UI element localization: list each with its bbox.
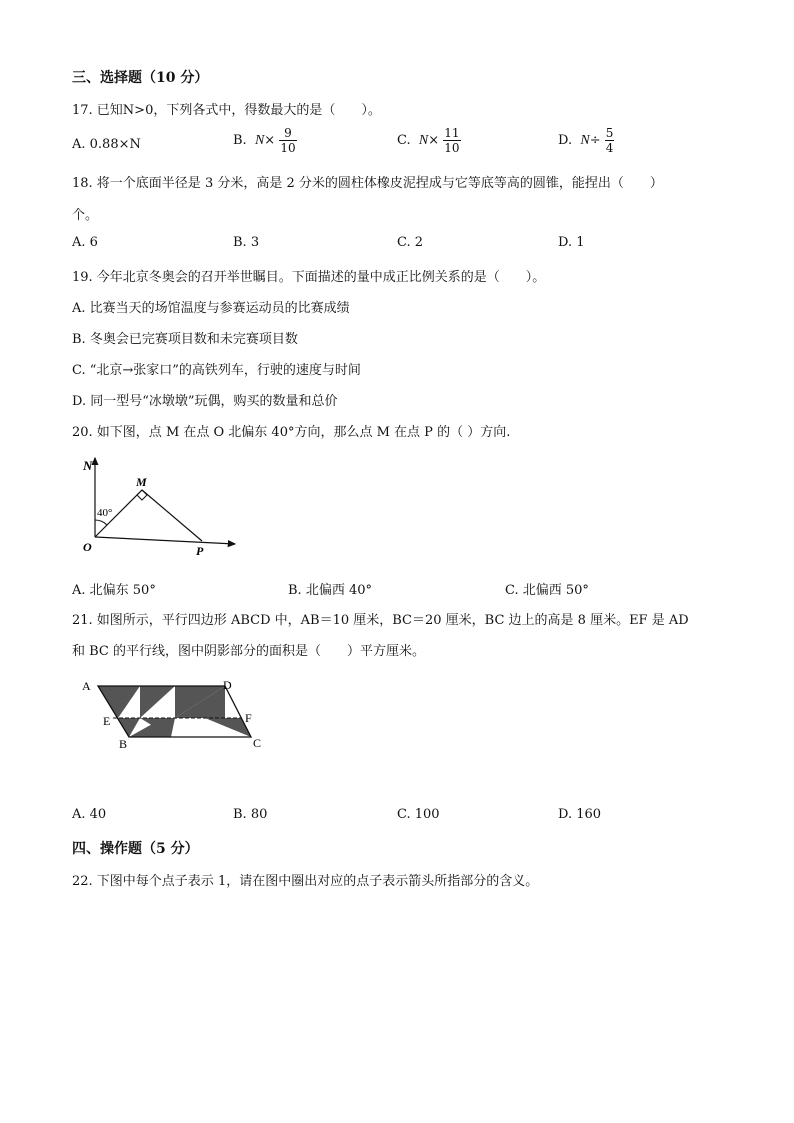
q17-option-d-op: ÷ xyxy=(589,133,601,148)
q17-option-c-var: N xyxy=(418,133,429,148)
q17-option-b-label: B. xyxy=(233,133,247,148)
fraction-denominator: 4 xyxy=(605,141,614,155)
q18-option-c: C. 2 xyxy=(397,235,424,250)
question-22-stem: 22. 下图中每个点子表示 1，请在图中圈出对应的点子表示箭头所指部分的含义。 xyxy=(72,874,539,889)
label-o: O xyxy=(83,540,92,554)
q21-option-c: C. 100 xyxy=(397,807,440,822)
q18-option-b: B. 3 xyxy=(233,235,260,250)
fraction-numerator: 5 xyxy=(605,126,614,140)
q17-option-c-fraction xyxy=(443,126,460,155)
line-mp xyxy=(142,490,202,541)
label-c: C xyxy=(253,736,262,750)
q17-option-b-op: × xyxy=(264,133,276,148)
q20-option-b: B. 北偏西 40° xyxy=(288,583,372,598)
label-e: E xyxy=(103,714,111,728)
q17-option-a: A. 0.88×N xyxy=(72,137,141,152)
q17-option-d-var: N xyxy=(580,133,590,148)
question-18-stem-continued: 个。 xyxy=(72,208,99,223)
q17-option-b xyxy=(233,126,297,155)
label-n: N xyxy=(83,458,93,473)
label-b: B xyxy=(119,737,128,751)
east-axis xyxy=(95,537,235,544)
q17-option-c xyxy=(397,126,461,155)
q19-option-d: D. 同一型号“冰墩墩”玩偶，购买的数量和总价 xyxy=(72,394,338,409)
question-17-stem: 17. 已知N>0，下列各式中，得数最大的是（ ）。 xyxy=(72,103,381,118)
question-20-stem: 20. 如下图，点 M 在点 O 北偏东 40°方向，那么点 M 在点 P 的（ ）方向. xyxy=(72,425,511,440)
q17-option-d xyxy=(558,126,614,155)
q17-option-c-op: × xyxy=(428,133,440,148)
fraction-numerator: 11 xyxy=(444,126,460,140)
question-18-stem: 18. 将一个底面半径是 3 分米，高是 2 分米的圆柱体橡皮泥捏成与它等底等高的圆锥，能捏出（ ） xyxy=(72,176,663,191)
label-a: A xyxy=(82,679,91,693)
fraction-numerator: 9 xyxy=(284,126,292,140)
q17-option-b-fraction xyxy=(279,126,296,155)
q19-option-b: B. 冬奥会已完赛项目数和未完赛项目数 xyxy=(72,332,298,347)
label-angle: 40° xyxy=(97,507,113,519)
question-19-stem: 19. 今年北京冬奥会的召开举世瞩目。下面描述的量中成正比例关系的是（ ）。 xyxy=(72,270,546,285)
label-p: P xyxy=(196,544,204,558)
right-angle-mark xyxy=(137,490,147,500)
question-21-stem: 21. 如图所示，平行四边形 ABCD 中，AB＝10 厘米，BC＝20 厘米，BC 边上的高是 8 厘米。EF 是 AD xyxy=(72,613,689,628)
label-m: M xyxy=(136,475,147,489)
q19-option-c: C. “北京→张家口”的高铁列车，行驶的速度与时间 xyxy=(72,363,361,378)
direction-diagram xyxy=(70,450,250,565)
parallelogram-diagram xyxy=(75,675,275,755)
shaded-triangle xyxy=(140,686,175,718)
q17-option-d-label: D. xyxy=(558,133,573,148)
angle-arc xyxy=(95,520,107,525)
q21-option-b: B. 80 xyxy=(233,807,268,822)
q21-option-a: A. 40 xyxy=(72,807,107,822)
label-d: D xyxy=(223,678,232,692)
q20-option-c: C. 北偏西 50° xyxy=(505,583,589,598)
q20-option-a: A. 北偏东 50° xyxy=(72,583,156,598)
fraction-denominator: 10 xyxy=(280,141,296,155)
question-21-stem-continued: 和 BC 的平行线，图中阴影部分的面积是（ ）平方厘米。 xyxy=(72,644,426,659)
q17-option-c-label: C. xyxy=(397,133,411,148)
q21-option-d: D. 160 xyxy=(558,807,602,822)
label-f: F xyxy=(245,711,252,725)
q17-option-d-fraction xyxy=(605,126,615,155)
section-title: 三、选择题（10 分） xyxy=(72,70,209,86)
section-title: 四、操作题（5 分） xyxy=(72,841,199,857)
q18-option-a: A. 6 xyxy=(72,235,98,250)
q17-option-b-var: N xyxy=(254,133,265,148)
q18-option-d: D. 1 xyxy=(558,235,585,250)
fraction-denominator: 10 xyxy=(444,141,460,155)
q19-option-a: A. 比赛当天的场馆温度与参赛运动员的比赛成绩 xyxy=(72,301,350,316)
